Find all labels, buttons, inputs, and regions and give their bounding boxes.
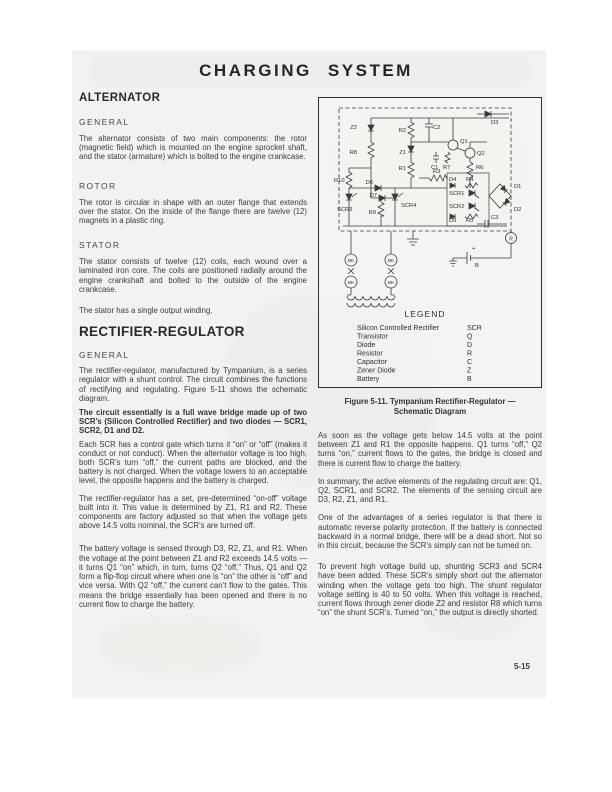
component-label-r5: R5 <box>466 218 474 224</box>
left-column <box>79 92 307 609</box>
terminal-label-bk-2: BK <box>387 258 395 263</box>
page-number: 5-15 <box>513 662 530 671</box>
legend-label: Resistor <box>357 350 383 358</box>
component-label-scr3: SCR3 <box>337 207 353 213</box>
component-label-r3: R3 <box>433 169 441 175</box>
component-label-q1: Q1 <box>460 139 468 145</box>
paragraph-stator-winding: The stator has a single output winding. <box>79 306 213 316</box>
component-label-d7: D7 <box>369 193 377 199</box>
paragraph-rr-onoff-voltage: The rectifier-regulator has a set, pre-determined “on-off” voltage built into it. This value is determined by Z1, R1 and R2. These components are factory adjusted so that when the voltage gets above 14.5 volts nominal, the SCR’s are turned off. <box>79 493 307 531</box>
component-label-r6: R6 <box>476 165 484 171</box>
page-title: CHARGING SYSTEM <box>199 61 413 80</box>
component-label-c1: C1 <box>431 165 439 171</box>
right-column <box>318 97 542 617</box>
schematic-legend <box>357 309 482 383</box>
legend-symbol: SCR <box>467 325 482 332</box>
paragraph-rotor: The rotor is circular in shape with an outer flange that extends over the stator. On the inside of the flange there are twelve (12) magnets in a plastic ring. <box>79 197 307 226</box>
component-label-r7: R7 <box>443 165 451 171</box>
legend-symbol: Q <box>467 333 473 341</box>
component-label-d2: D2 <box>514 207 522 213</box>
paragraph-rr-bridge: The circuit essentially is a full wave bridge made up of two SCR’s (Silicon Controlled Rectifier) and two diodes — SCR1, SCR2, D1 and D2. <box>79 408 307 436</box>
subheading-general-2: GENERAL <box>79 350 130 361</box>
legend-symbol: D <box>467 342 473 349</box>
legend-symbol: Z <box>467 367 472 375</box>
component-label-r1: R1 <box>398 166 406 172</box>
figure-5-11-schematic <box>318 97 542 388</box>
component-label-z1: Z1 <box>399 150 406 156</box>
paragraph-shunt-scrs: To prevent high voltage build up, shunting SCR3 and SCR4 have been added. These SCR’s simply short out the alternator winding when the voltage gets too high. The shunt regulator voltage setting is 40 to 50 volts. When this voltage is reached, current flows through zener diode Z2 and resistor R8 which turns “on” the shunt SCR’s. Turned “on,” the output is directly shorted. <box>318 562 542 618</box>
component-label-scr4: SCR4 <box>401 203 417 209</box>
component-label-r10: R10 <box>334 178 345 184</box>
component-label-d3: D3 <box>491 120 499 126</box>
legend-label: Silicon Controlled Rectifier <box>357 325 440 332</box>
terminal-label-bk-1: BK <box>347 258 355 263</box>
component-label-d1: D1 <box>514 184 522 190</box>
component-label-d6: D6 <box>365 180 373 186</box>
heading-rectifier-regulator: RECTIFIER-REGULATOR <box>79 324 245 340</box>
figure-caption-line1: Figure 5-11. Tympanium Rectifier-Regulator — <box>344 397 516 406</box>
component-label-c3: C3 <box>491 215 499 221</box>
subheading-stator: STATOR <box>79 240 121 251</box>
component-label-d5: D5 <box>449 218 457 224</box>
component-label-d4: D4 <box>449 177 457 183</box>
paragraph-summary: In summary, the active elements of the regulating circuit are: Q1, Q2, SCR1, and SCR2. The elements of the sensing circuit are D3, R2, Z1, and R1. <box>318 476 542 505</box>
paragraph-alternator-general: The alternator consists of two main components: the rotor (magnetic field) which is mounted on the engine sprocket shaft, and the stator (armature) which is bolted to the engine crankcase. <box>79 134 307 162</box>
scan-artifact <box>100 615 260 675</box>
component-label-c2: C2 <box>433 125 441 131</box>
paragraph-reverse-polarity: One of the advantages of a series regulator is that there is automatic reverse polarity protection. If the battery is connected backward in a normal bridge, there will be a dead short. Not so in this circuit, because the SCR’s simply can not be turned on. <box>318 513 542 551</box>
schematic-diagram <box>319 98 541 387</box>
component-label-battery: B <box>475 263 479 269</box>
component-label-r9: R9 <box>368 210 376 216</box>
subheading-rotor: ROTOR <box>79 180 117 191</box>
legend-label: Battery <box>357 376 380 383</box>
component-label-r2: R2 <box>398 128 406 134</box>
figure-caption-line2: Schematic Diagram <box>393 406 467 416</box>
terminal-label-bk-3: BK <box>347 280 355 285</box>
legend-symbol: R <box>467 350 473 358</box>
legend-label: Diode <box>357 342 376 349</box>
component-label-r-terminal: R <box>509 236 513 243</box>
component-label-battery-plus: + <box>472 246 476 252</box>
paragraph-rr-intro: The rectifier-regulator, manufactured by Tympanium, is a series regulator with a shunt control. The circuit combines the functions of rectifying and regulating. Figure 5-11 shows the schematic diagram. <box>79 366 307 403</box>
paragraph-stator: The stator consists of twelve (12) coils, each wound over a laminated iron core. The coils are positioned radially around the engine crankshaft and bolted to the outside of the engine crankcase. <box>79 257 307 294</box>
schematic-labels <box>334 120 521 285</box>
legend-title: LEGEND <box>404 309 446 319</box>
paragraph-voltage-below: As soon as the voltage gets below 14.5 volts at the point between Z1 and R1 the opposite happens. Q1 turns “off,” Q2 turns “on,” current flows to the gates, the bridge is closed and there is current flow to charge the battery. <box>318 431 542 468</box>
legend-symbol: B <box>467 376 472 383</box>
component-label-z2: Z2 <box>350 125 357 131</box>
terminal-label-bk-4: BK <box>387 280 395 285</box>
subheading-general-1: GENERAL <box>79 117 130 127</box>
legend-label: Transistor <box>357 333 388 341</box>
paragraph-rr-gates: Each SCR has a control gate which turns it “on” or “off” (makes it conduct or not conduct). When the alternator voltage is too high, both SCR’s turn “off,” the current paths are blocked, and the battery is not charged. When the voltage lowers to an acceptable level, the opposite happens and the battery is charged. <box>79 439 307 486</box>
component-label-q2: Q2 <box>477 151 485 157</box>
heading-alternator: ALTERNATOR <box>79 92 161 104</box>
legend-symbol: C <box>467 359 473 366</box>
legend-label: Capacitor <box>357 359 387 366</box>
component-label-scr1: SCR1 <box>449 191 465 197</box>
legend-label: Zener Diode <box>357 367 396 375</box>
component-label-r8: R8 <box>349 150 357 156</box>
paragraph-rr-sensing: The battery voltage is sensed through D3, R2, Z1, and R1. When the voltage at the point between Z1 and R2 exceeds 14.5 volts — it turns Q1 “on” which, in turn, turns Q2 “off.” Thus, Q1 and Q2 form a flip-flop circuit where when one is “on” the other is “off” and vice versa. With Q2 “off,” the current can’t flow to the gates. This means the bridge essentially has been opened and there is no current flow to charge the battery. <box>79 544 307 609</box>
figure-caption <box>318 397 542 416</box>
schematic-wires <box>339 108 517 307</box>
component-label-scr2: SCR2 <box>449 204 465 210</box>
component-label-r4: R4 <box>466 177 474 183</box>
